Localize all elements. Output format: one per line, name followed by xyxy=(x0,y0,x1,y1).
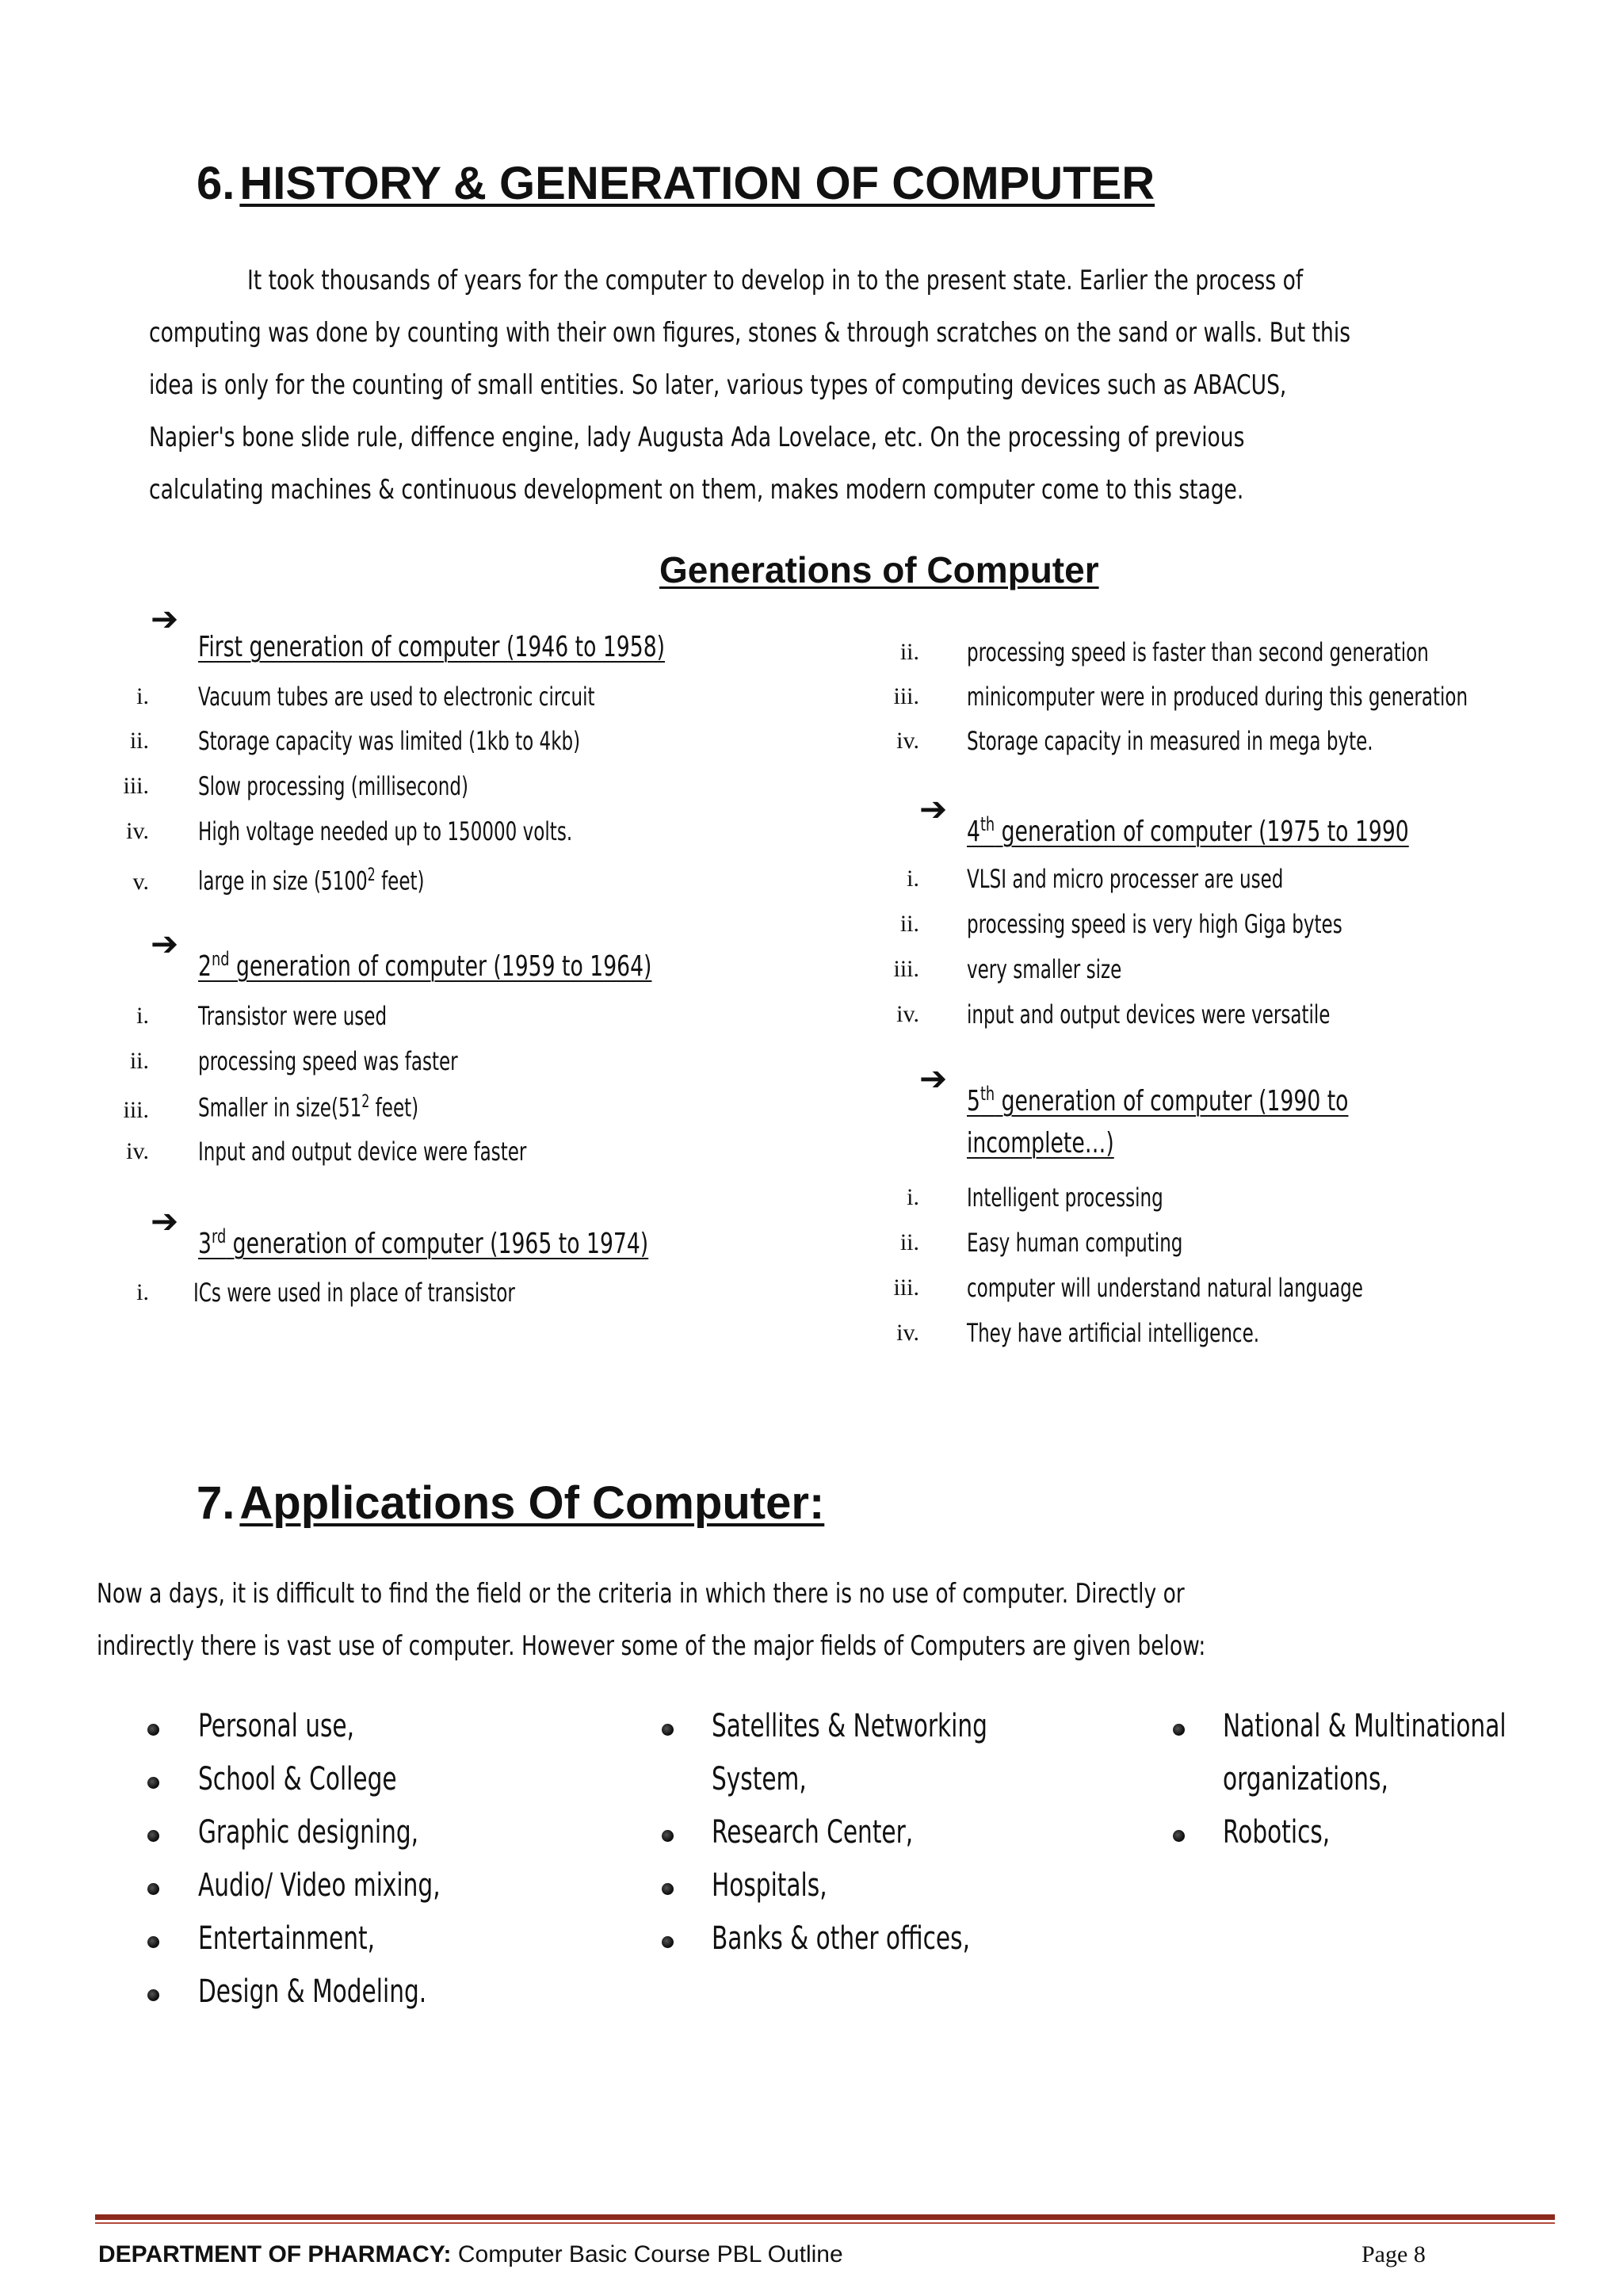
list-number: i. xyxy=(136,1003,149,1029)
list-item: large in size (5100$^2$ feet) xyxy=(198,865,425,896)
list-item: Design & Modeling. xyxy=(198,1973,427,2010)
list-number: iii. xyxy=(893,1274,919,1301)
fourth-generation-heading: 4th generation of computer (1975 to 1990 xyxy=(967,813,1409,848)
list-item-cont: System, xyxy=(712,1761,807,1797)
list-item: They have artificial intelligence. xyxy=(967,1318,1260,1348)
list-item: School & College xyxy=(198,1761,397,1797)
bullet-icon xyxy=(1173,1830,1185,1842)
section-6-heading xyxy=(197,158,1155,209)
list-item: Storage capacity was limited (1kb to 4kb) xyxy=(198,726,581,756)
list-item: processing speed was faster xyxy=(198,1046,458,1076)
list-number: ii. xyxy=(899,639,919,665)
section-title: Applications Of Computer: xyxy=(239,1477,825,1529)
bullet-icon xyxy=(662,1883,674,1895)
paragraph-line: It took thousands of years for the computer to develop in to the present state. Earlier the process of xyxy=(247,265,1304,296)
list-item-cont: organizations, xyxy=(1223,1761,1388,1797)
list-item: Robotics, xyxy=(1223,1814,1331,1851)
list-item: Entertainment, xyxy=(198,1920,376,1957)
list-item: Easy human computing xyxy=(967,1228,1183,1258)
list-item: Audio/ Video mixing, xyxy=(198,1867,441,1904)
footer-course: DEPARTMENT OF PHARMACY: Computer Basic Course PBL Outline xyxy=(98,2241,843,2267)
fifth-generation-heading-cont: incomplete…) xyxy=(967,1127,1114,1159)
bullet-icon xyxy=(147,1724,159,1736)
bullet-icon xyxy=(147,1883,159,1895)
section-title: HISTORY & GENERATION OF COMPUTER xyxy=(239,158,1155,209)
third-generation-heading: 3rd generation of computer (1965 to 1974) xyxy=(198,1225,649,1260)
list-number: iii. xyxy=(123,773,149,799)
paragraph-line: computing was done by counting with their own figures, stones & through scratches on the sand or walls. But this xyxy=(149,317,1351,349)
list-item: Smaller in $size(51^2$ feet) xyxy=(198,1092,419,1123)
list-item: input and output devices were versatile xyxy=(967,999,1331,1030)
arrow-icon: ➔ xyxy=(151,924,179,963)
bullet-icon xyxy=(147,1936,159,1948)
list-item: minicomputer were in produced during this generation xyxy=(967,682,1468,712)
list-item: Personal use, xyxy=(198,1708,355,1744)
bullet-icon xyxy=(1173,1724,1185,1736)
bullet-icon xyxy=(662,1830,674,1842)
section-number: 6. xyxy=(197,158,235,209)
list-item: High voltage needed up to 150000 volts. xyxy=(198,816,573,846)
list-item: very smaller size xyxy=(967,954,1122,984)
list-item: Storage capacity in measured in mega byte. xyxy=(967,726,1373,756)
list-item: computer will understand natural language xyxy=(967,1273,1363,1303)
list-number: iii. xyxy=(893,956,919,982)
list-item: Hospitals, xyxy=(712,1867,827,1904)
list-number: iv. xyxy=(896,728,919,754)
section-7-heading xyxy=(197,1477,825,1529)
list-item: Intelligent processing xyxy=(967,1182,1163,1213)
list-item: Banks & other offices, xyxy=(712,1920,970,1957)
bullet-icon xyxy=(147,1989,159,2001)
list-item: Slow processing (millisecond) xyxy=(198,771,468,801)
section-number: 7. xyxy=(197,1477,235,1529)
arrow-icon: ➔ xyxy=(151,599,179,638)
footer-rule xyxy=(95,2214,1555,2220)
list-number: i. xyxy=(136,1279,149,1305)
list-item: ICs were used in place of transistor xyxy=(193,1278,515,1308)
bullet-icon xyxy=(147,1777,159,1789)
paragraph-line: calculating machines & continuous development on them, makes modern computer come to this stage. xyxy=(149,474,1244,506)
arrow-icon: ➔ xyxy=(919,789,948,828)
list-item: VLSI and micro processer are used xyxy=(967,864,1284,894)
arrow-icon: ➔ xyxy=(151,1201,179,1240)
page-number: Page 8 xyxy=(1361,2241,1426,2267)
bullet-icon xyxy=(662,1936,674,1948)
list-item: processing speed is very high Giga bytes xyxy=(967,909,1342,939)
list-number: v. xyxy=(132,869,149,895)
list-number: iv. xyxy=(126,1138,149,1164)
list-number: ii. xyxy=(129,728,149,754)
footer-rule-thin xyxy=(95,2222,1555,2224)
list-number: iv. xyxy=(896,1320,919,1346)
paragraph-line: Now a days, it is difficult to find the field or the criteria in which there is no use of computer. Directly or xyxy=(97,1578,1185,1610)
list-number: i. xyxy=(907,865,919,892)
list-item: Transistor were used xyxy=(198,1001,388,1031)
list-item: Research Center, xyxy=(712,1814,914,1851)
list-item: Satellites & Networking xyxy=(712,1708,987,1744)
bullet-icon xyxy=(147,1830,159,1842)
list-item: Vacuum tubes are used to electronic circuit xyxy=(198,682,595,712)
list-number: iii. xyxy=(123,1097,149,1123)
generations-heading: Generations of Computer xyxy=(659,549,1099,590)
second-generation-heading: 2nd generation of computer (1959 to 1964) xyxy=(198,948,652,983)
paragraph-line: idea is only for the counting of small entities. So later, various types of computing devices such as ABACUS, xyxy=(149,369,1287,401)
fifth-generation-heading: 5th generation of computer (1990 to xyxy=(967,1083,1349,1117)
bullet-icon xyxy=(662,1724,674,1736)
paragraph-line: Napier's bone slide rule, diffence engine, lady Augusta Ada Lovelace, etc. On the processing of previous xyxy=(149,422,1245,453)
arrow-icon: ➔ xyxy=(919,1059,948,1098)
list-number: iv. xyxy=(896,1001,919,1027)
list-item: Input and output device were faster xyxy=(198,1137,527,1167)
list-number: ii. xyxy=(129,1048,149,1074)
list-number: i. xyxy=(907,1184,919,1210)
list-item: Graphic designing, xyxy=(198,1814,419,1851)
list-item: processing speed is faster than second generation xyxy=(967,637,1429,667)
list-number: ii. xyxy=(899,911,919,937)
first-generation-heading: First generation of computer (1946 to 1958) xyxy=(198,631,666,663)
list-number: iii. xyxy=(893,683,919,709)
list-item: National & Multinational xyxy=(1223,1708,1507,1744)
list-number: ii. xyxy=(899,1229,919,1255)
list-number: i. xyxy=(136,683,149,709)
paragraph-line: indirectly there is vast use of computer. However some of the major fields of Computers are given below: xyxy=(97,1630,1206,1662)
list-number: iv. xyxy=(126,818,149,844)
